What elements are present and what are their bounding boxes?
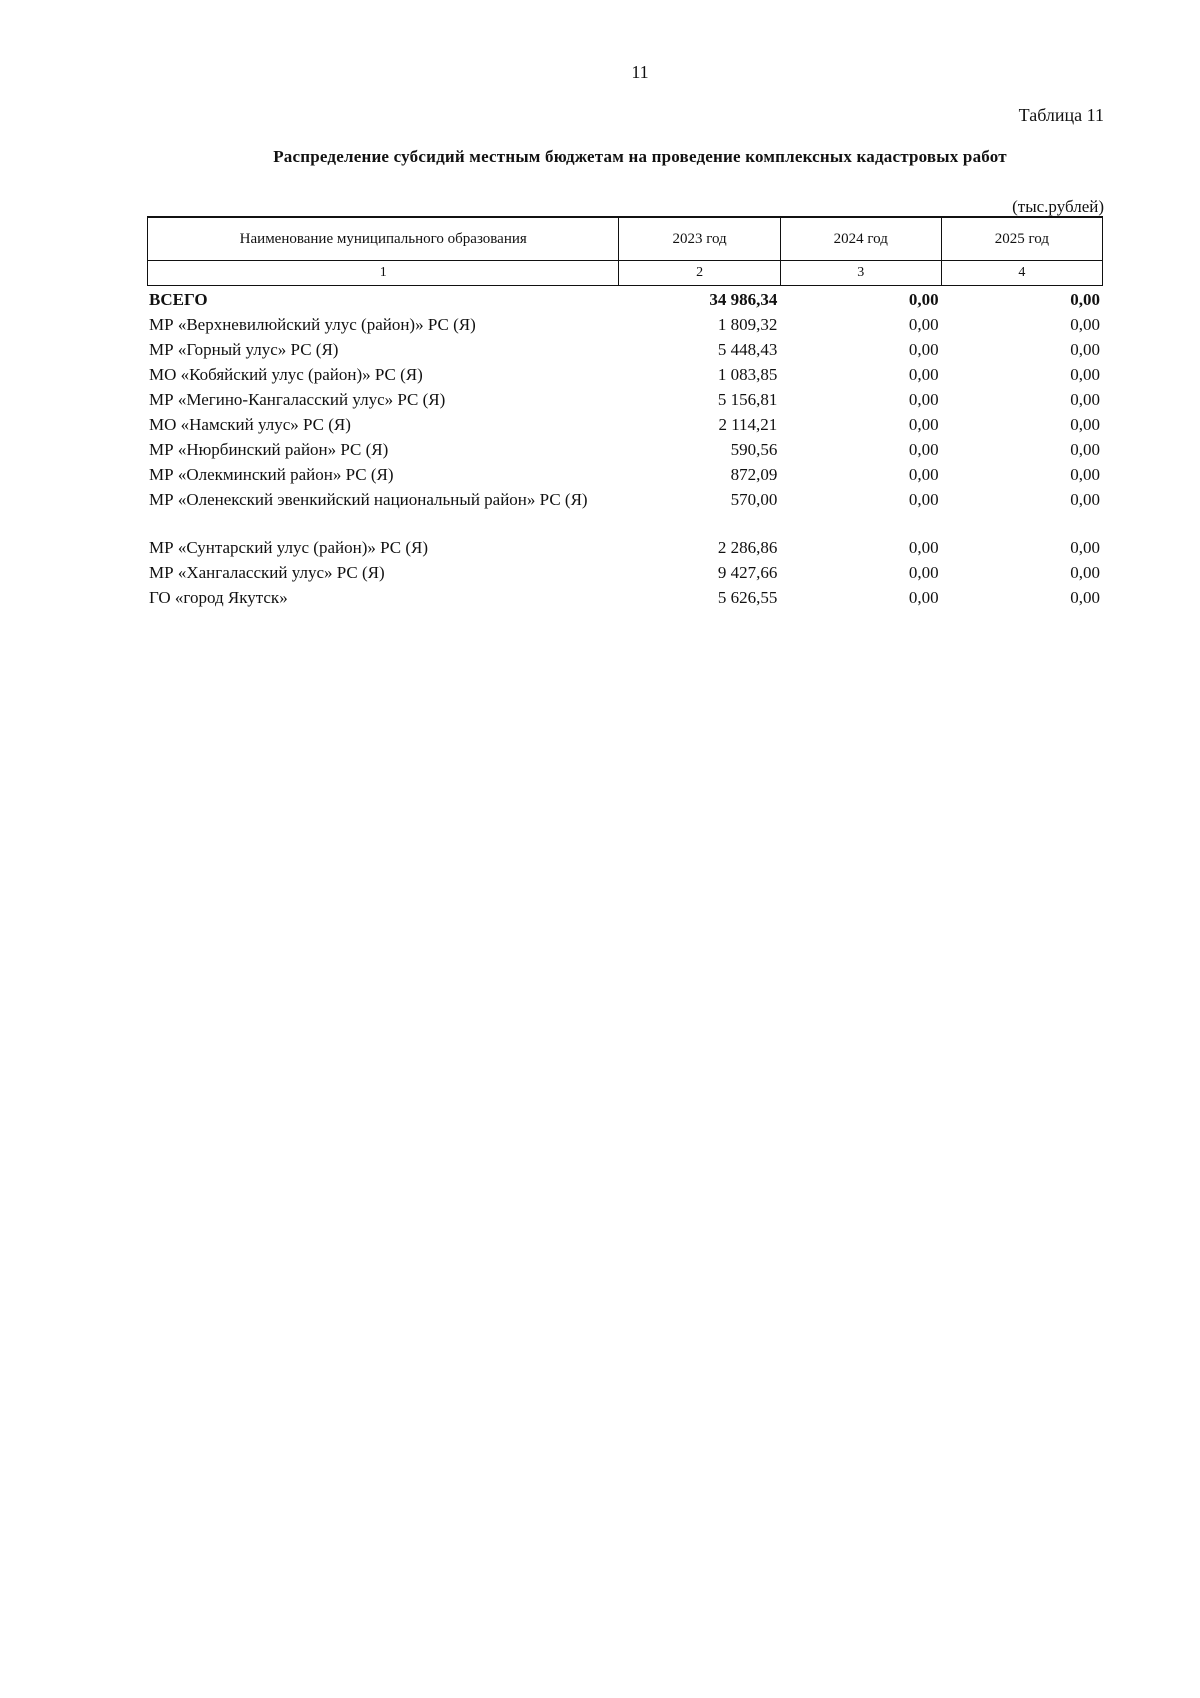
row-2023: 570,00 <box>730 490 778 509</box>
row-name: МР «Верхневилюйский улус (район)» РС (Я) <box>149 315 476 334</box>
row-name: МО «Намский улус» РС (Я) <box>149 415 351 434</box>
index-cell: 2 <box>619 261 780 286</box>
row-2023: 590,56 <box>730 440 778 459</box>
row-2024: 0,00 <box>908 538 939 557</box>
header-table <box>147 216 1103 286</box>
document-title: Распределение субсидий местным бюджетам на проведение комплексных кадастровых работ <box>273 147 1007 166</box>
row-name: МО «Кобяйский улус (район)» РС (Я) <box>149 365 423 384</box>
row-2024: 0,00 <box>908 563 939 582</box>
index-cell: 4 <box>941 261 1102 286</box>
row-2025: 0,00 <box>1070 390 1100 409</box>
row-name: МР «Хангаласский улус» РС (Я) <box>149 563 385 582</box>
row-2023: 2 286,86 <box>717 538 778 557</box>
row-2024: 0,00 <box>908 340 939 359</box>
header-name: Наименование муниципального образования <box>148 217 619 261</box>
table-label: Таблица 11 <box>1018 105 1104 125</box>
row-2024: 0,00 <box>908 465 939 484</box>
index-cell: 1 <box>148 261 619 286</box>
row-name: МР «Сунтарский улус (район)» РС (Я) <box>149 538 429 557</box>
table-row <box>147 558 1103 583</box>
row-2024: 0,00 <box>908 315 939 334</box>
row-2025: 0,00 <box>1070 315 1100 334</box>
header-2023: 2023 год <box>619 217 780 261</box>
total-2025: 0,00 <box>1070 290 1100 309</box>
row-2025: 0,00 <box>1070 365 1100 384</box>
row-2023: 9 427,66 <box>717 563 778 582</box>
row-2023: 5 156,81 <box>717 390 778 409</box>
row-2024: 0,00 <box>908 415 939 434</box>
table-row <box>147 510 1103 558</box>
row-2024: 0,00 <box>908 588 939 607</box>
row-2024: 0,00 <box>908 490 939 509</box>
table-row <box>147 583 1103 608</box>
row-2023: 5 626,55 <box>717 588 778 607</box>
total-name: ВСЕГО <box>149 290 208 309</box>
table-row <box>147 410 1103 435</box>
index-cell: 3 <box>780 261 941 286</box>
row-2025: 0,00 <box>1070 538 1100 557</box>
row-name: ГО «город Якутск» <box>149 588 288 607</box>
table-row <box>147 335 1103 360</box>
row-2023: 1 083,85 <box>717 365 778 384</box>
table-row <box>147 360 1103 385</box>
row-2025: 0,00 <box>1070 588 1100 607</box>
table-row <box>147 310 1103 335</box>
row-2024: 0,00 <box>908 365 939 384</box>
row-name: МР «Горный улус» РС (Я) <box>149 340 339 359</box>
table-row <box>147 385 1103 410</box>
row-name: МР «Олекминский район» РС (Я) <box>149 465 394 484</box>
table-row <box>147 485 1103 510</box>
table-row <box>147 435 1103 460</box>
page-number: 11 <box>631 62 649 82</box>
row-2025: 0,00 <box>1070 490 1100 509</box>
row-2025: 0,00 <box>1070 340 1100 359</box>
header-row <box>148 217 1103 261</box>
row-2023: 1 809,32 <box>717 315 778 334</box>
row-2024: 0,00 <box>908 390 939 409</box>
index-row <box>148 261 1103 286</box>
row-name: МР «Мегино-Кангаласский улус» РС (Я) <box>149 390 446 409</box>
row-2023: 5 448,43 <box>717 340 778 359</box>
row-2025: 0,00 <box>1070 465 1100 484</box>
row-name: МР «Нюрбинский район» РС (Я) <box>149 440 389 459</box>
row-name: МР «Оленекский эвенкийский национальный район» РС (Я) <box>149 490 588 509</box>
total-2023: 34 986,34 <box>709 290 778 309</box>
row-2024: 0,00 <box>908 440 939 459</box>
header-2024: 2024 год <box>780 217 941 261</box>
header-2025: 2025 год <box>941 217 1102 261</box>
row-2023: 2 114,21 <box>718 415 778 434</box>
data-table <box>147 285 1103 608</box>
row-2023: 872,09 <box>730 465 778 484</box>
row-2025: 0,00 <box>1070 440 1100 459</box>
total-2024: 0,00 <box>908 290 939 309</box>
row-2025: 0,00 <box>1070 563 1100 582</box>
units-label: (тыс.рублей) <box>1012 197 1104 216</box>
row-2025: 0,00 <box>1070 415 1100 434</box>
table-row <box>147 460 1103 485</box>
total-row <box>147 285 1103 310</box>
